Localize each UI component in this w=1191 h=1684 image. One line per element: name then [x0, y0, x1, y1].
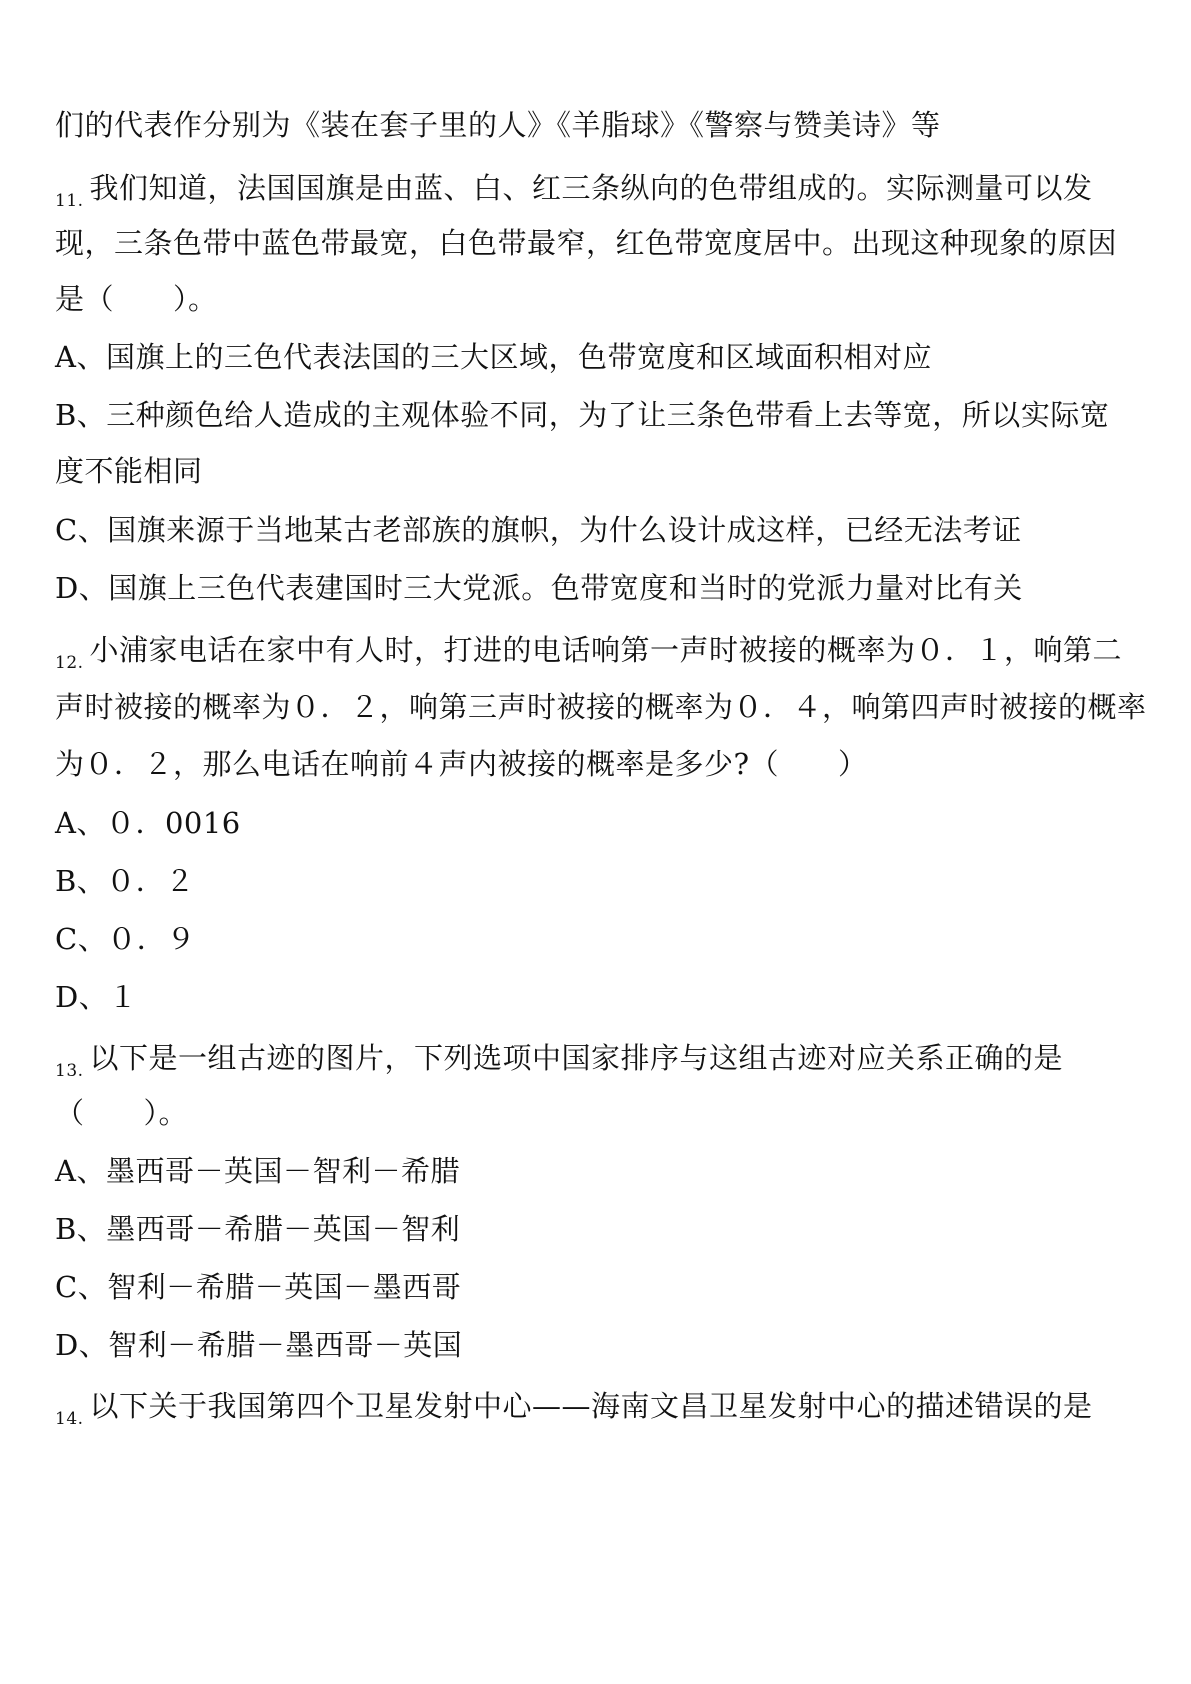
question-12-option-b: B、０．２	[55, 864, 195, 898]
question-11-stem-line-1: 11. 我们知道，法国国旗是由蓝、白、红三条纵向的色带组成的。实际测量可以发	[55, 168, 1093, 221]
question-12-option-c: C、０．９	[55, 922, 196, 956]
question-11-option-a: A、国旗上的三色代表法国的三大区域，色带宽度和区域面积相对应	[55, 340, 932, 374]
question-12-stem-line-1: 12. 小浦家电话在家中有人时，打进的电话响第一声时被接的概率为０．１，响第二	[55, 630, 1122, 683]
question-11-option-c: C、国旗来源于当地某古老部族的旗帜，为什么设计成这样，已经无法考证	[55, 513, 1022, 547]
carry-over-text: 们的代表作分别为《装在套子里的人》《羊脂球》《警察与赞美诗》等	[55, 108, 941, 142]
question-13-stem-line-1: 13. 以下是一组古迹的图片，下列选项中国家排序与这组古迹对应关系正确的是	[55, 1038, 1063, 1091]
question-11-option-b-cont: 度不能相同	[55, 454, 203, 488]
question-12-number: 12.	[55, 653, 84, 673]
question-12-option-a: A、０．0016	[55, 806, 241, 840]
question-13-stem-line-2: （ ）。	[55, 1096, 189, 1130]
question-13-option-a: A、墨西哥－英国－智利－希腊	[55, 1154, 460, 1188]
question-12-stem-line-3: 为０．２，那么电话在响前４声内被接的概率是多少?（ ）	[55, 747, 868, 781]
question-13-option-b: B、墨西哥－希腊－英国－智利	[55, 1212, 461, 1246]
question-13-option-c: C、智利－希腊－英国－墨西哥	[55, 1270, 462, 1304]
question-14-stem-line-1: 14. 以下关于我国第四个卫星发射中心——海南文昌卫星发射中心的描述错误的是	[55, 1386, 1093, 1439]
question-12-stem-line-2: 声时被接的概率为０．２，响第三声时被接的概率为０．４，响第四声时被接的概率	[55, 690, 1147, 724]
question-14-number: 14.	[55, 1409, 84, 1429]
question-13-number: 13.	[55, 1061, 84, 1081]
question-13-option-d: D、智利－希腊－墨西哥－英国	[55, 1328, 463, 1362]
question-11-stem-line-3: 是（ ）。	[55, 282, 218, 316]
question-11-stem-line-2: 现，三条色带中蓝色带最宽，白色带最窄，红色带宽度居中。出现这种现象的原因	[55, 226, 1118, 260]
question-12-option-d: D、１	[55, 980, 138, 1014]
question-11-number: 11.	[55, 191, 84, 211]
question-11-option-b: B、三种颜色给人造成的主观体验不同，为了让三条色带看上去等宽，所以实际宽	[55, 398, 1110, 432]
question-11-option-d: D、国旗上三色代表建国时三大党派。色带宽度和当时的党派力量对比有关	[55, 571, 1023, 605]
